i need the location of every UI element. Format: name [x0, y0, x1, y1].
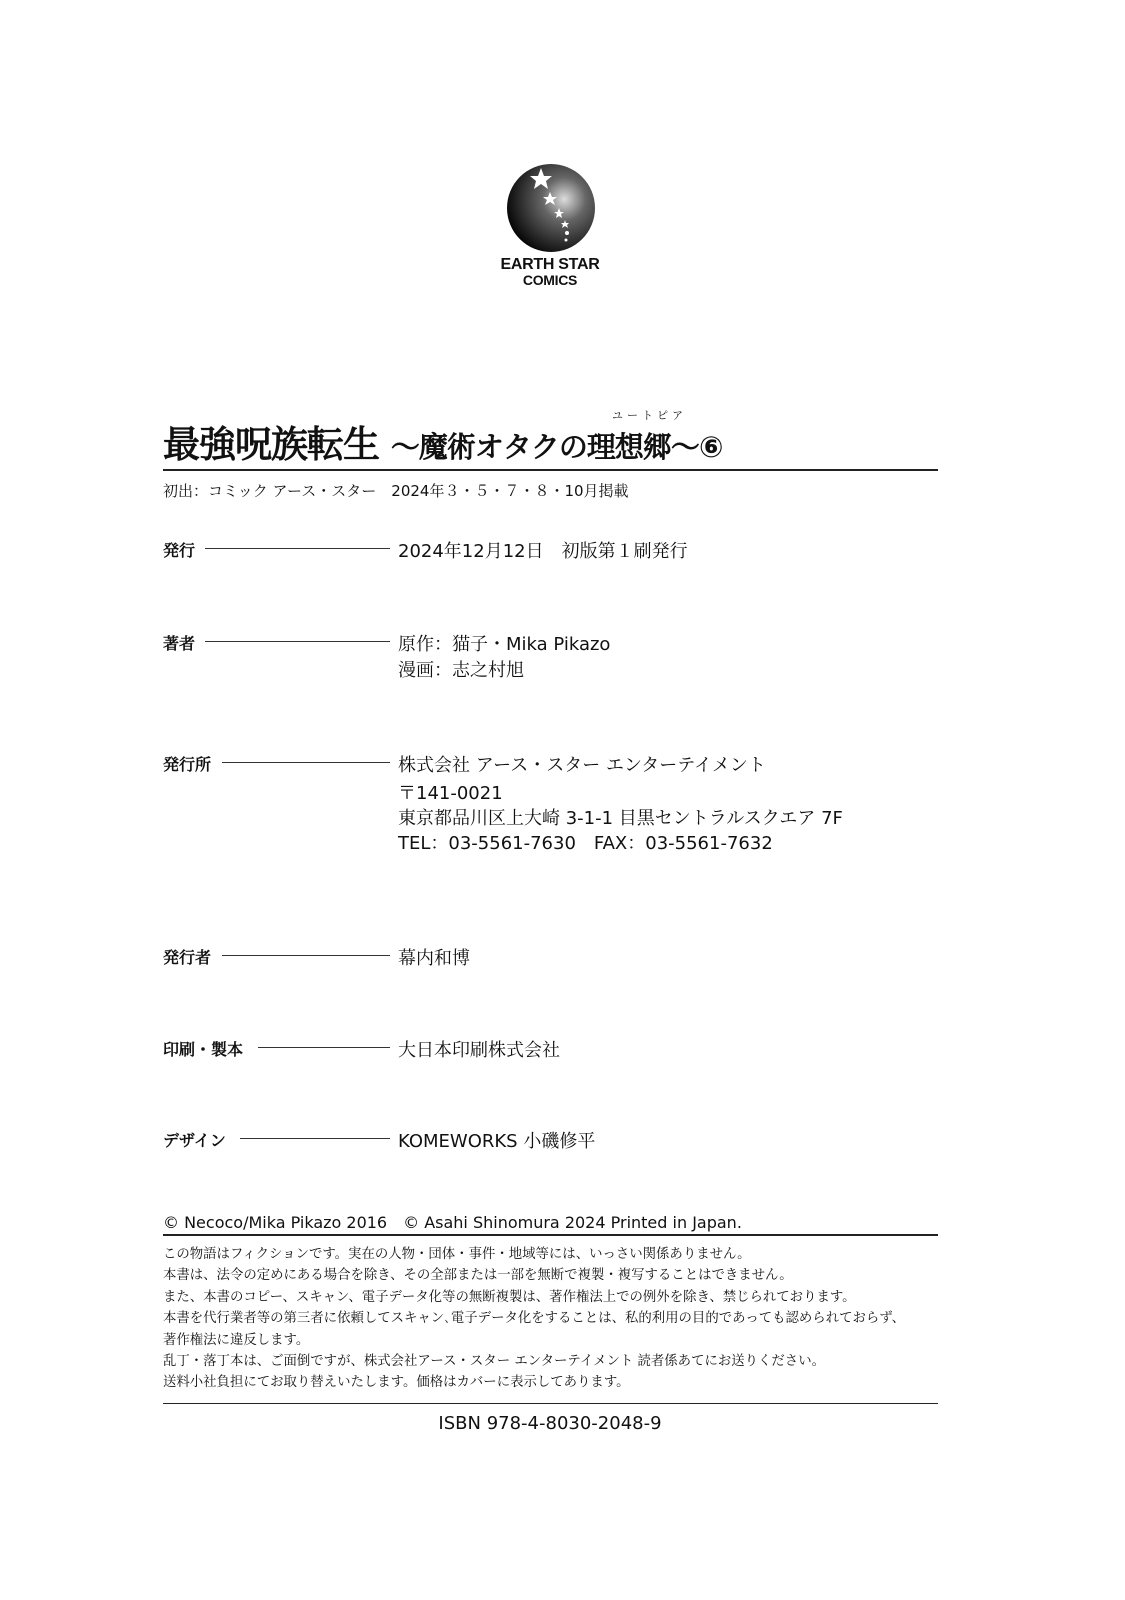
colophon-value: KOMEWORKS 小磯修平: [398, 1131, 596, 1152]
copyright: © Necoco/Mika Pikazo 2016 © Asahi Shinomura 2024 Printed in Japan.: [163, 1213, 742, 1232]
legal-notice: [163, 1244, 905, 1394]
first-published: 初出：コミック アース・スター 2024年３・５・７・８・10月掲載: [163, 482, 629, 500]
legal-line: 送料小社負担にてお取り替えいたします。価格はカバーに表示してあります。: [163, 1375, 630, 1391]
colophon-label: 発行: [163, 541, 196, 560]
legal-line: この物語はフィクションです。実在の人物・団体・事件・地域等には、いっさい関係ありません。: [163, 1247, 751, 1262]
colophon-value: 大日本印刷株式会社: [398, 1040, 560, 1061]
book-title: [163, 414, 722, 468]
logo-text-line2: COMICS: [522, 272, 578, 288]
colophon-label: 発行所: [163, 755, 212, 774]
isbn-divider: [163, 1403, 938, 1404]
title-divider: [163, 469, 938, 471]
colophon-value: TEL：03-5561-7630 FAX：03-5561-7632: [398, 833, 773, 854]
colophon-value: 2024年12月12日 初版第１刷発行: [398, 541, 688, 562]
colophon-label: 印刷・製本: [163, 1040, 244, 1059]
legal-line: 本書を代行業者等の第三者に依頼してスキャン､電子データ化をすることは、私的利用の目的であっても認められておらず、: [163, 1311, 905, 1327]
colophon-label: デザイン: [163, 1131, 226, 1150]
colophon-value: 株式会社 アース・スター エンターテイメント: [398, 755, 766, 776]
colophon-value: 原作：猫子・Mika Pikazo: [398, 634, 611, 655]
colophon-label: 発行者: [163, 948, 212, 967]
legal-line: 本書は、法令の定めにある場合を除き、その全部または一部を無断で複製・複写することはできません。: [163, 1268, 793, 1284]
copyright-divider: [163, 1234, 938, 1236]
earth-star-logo-globe-icon: [505, 162, 597, 254]
leader-line: [222, 762, 390, 763]
colophon-value: 〒141-0021: [398, 783, 503, 804]
leader-line: [240, 1138, 390, 1139]
leader-line: [222, 955, 390, 956]
colophon-value: 東京都品川区上大崎 3-1-1 目黒セントラルスクエア 7F: [398, 808, 843, 829]
isbn: ISBN 978-4-8030-2048-9: [438, 1413, 662, 1434]
leader-line: [205, 548, 390, 549]
title-main: 最強呪族転生: [163, 423, 379, 466]
colophon-label: 著者: [163, 634, 196, 653]
legal-line: また、本書のコピー、スキャン、電子データ化等の無断複製は、著作権法上での例外を除き、禁じられております。: [163, 1289, 856, 1305]
legal-line: 乱丁・落丁本は、ご面倒ですが、株式会社アース・スター エンターテイメント 読者係あてにお送りください。: [163, 1354, 825, 1370]
logo-text-line1: EARTH STAR: [500, 256, 600, 273]
title-subtitle: ～魔術オタクの理想郷～: [390, 430, 699, 464]
legal-line: 著作権法に違反します。: [163, 1332, 310, 1348]
title-volume: ⑥: [698, 430, 723, 464]
colophon-value: 漫画：志之村旭: [398, 660, 524, 681]
colophon-value: 幕内和博: [398, 948, 470, 969]
leader-line: [205, 641, 390, 642]
title-ruby: ユートピア: [612, 409, 687, 422]
leader-line: [258, 1047, 390, 1048]
